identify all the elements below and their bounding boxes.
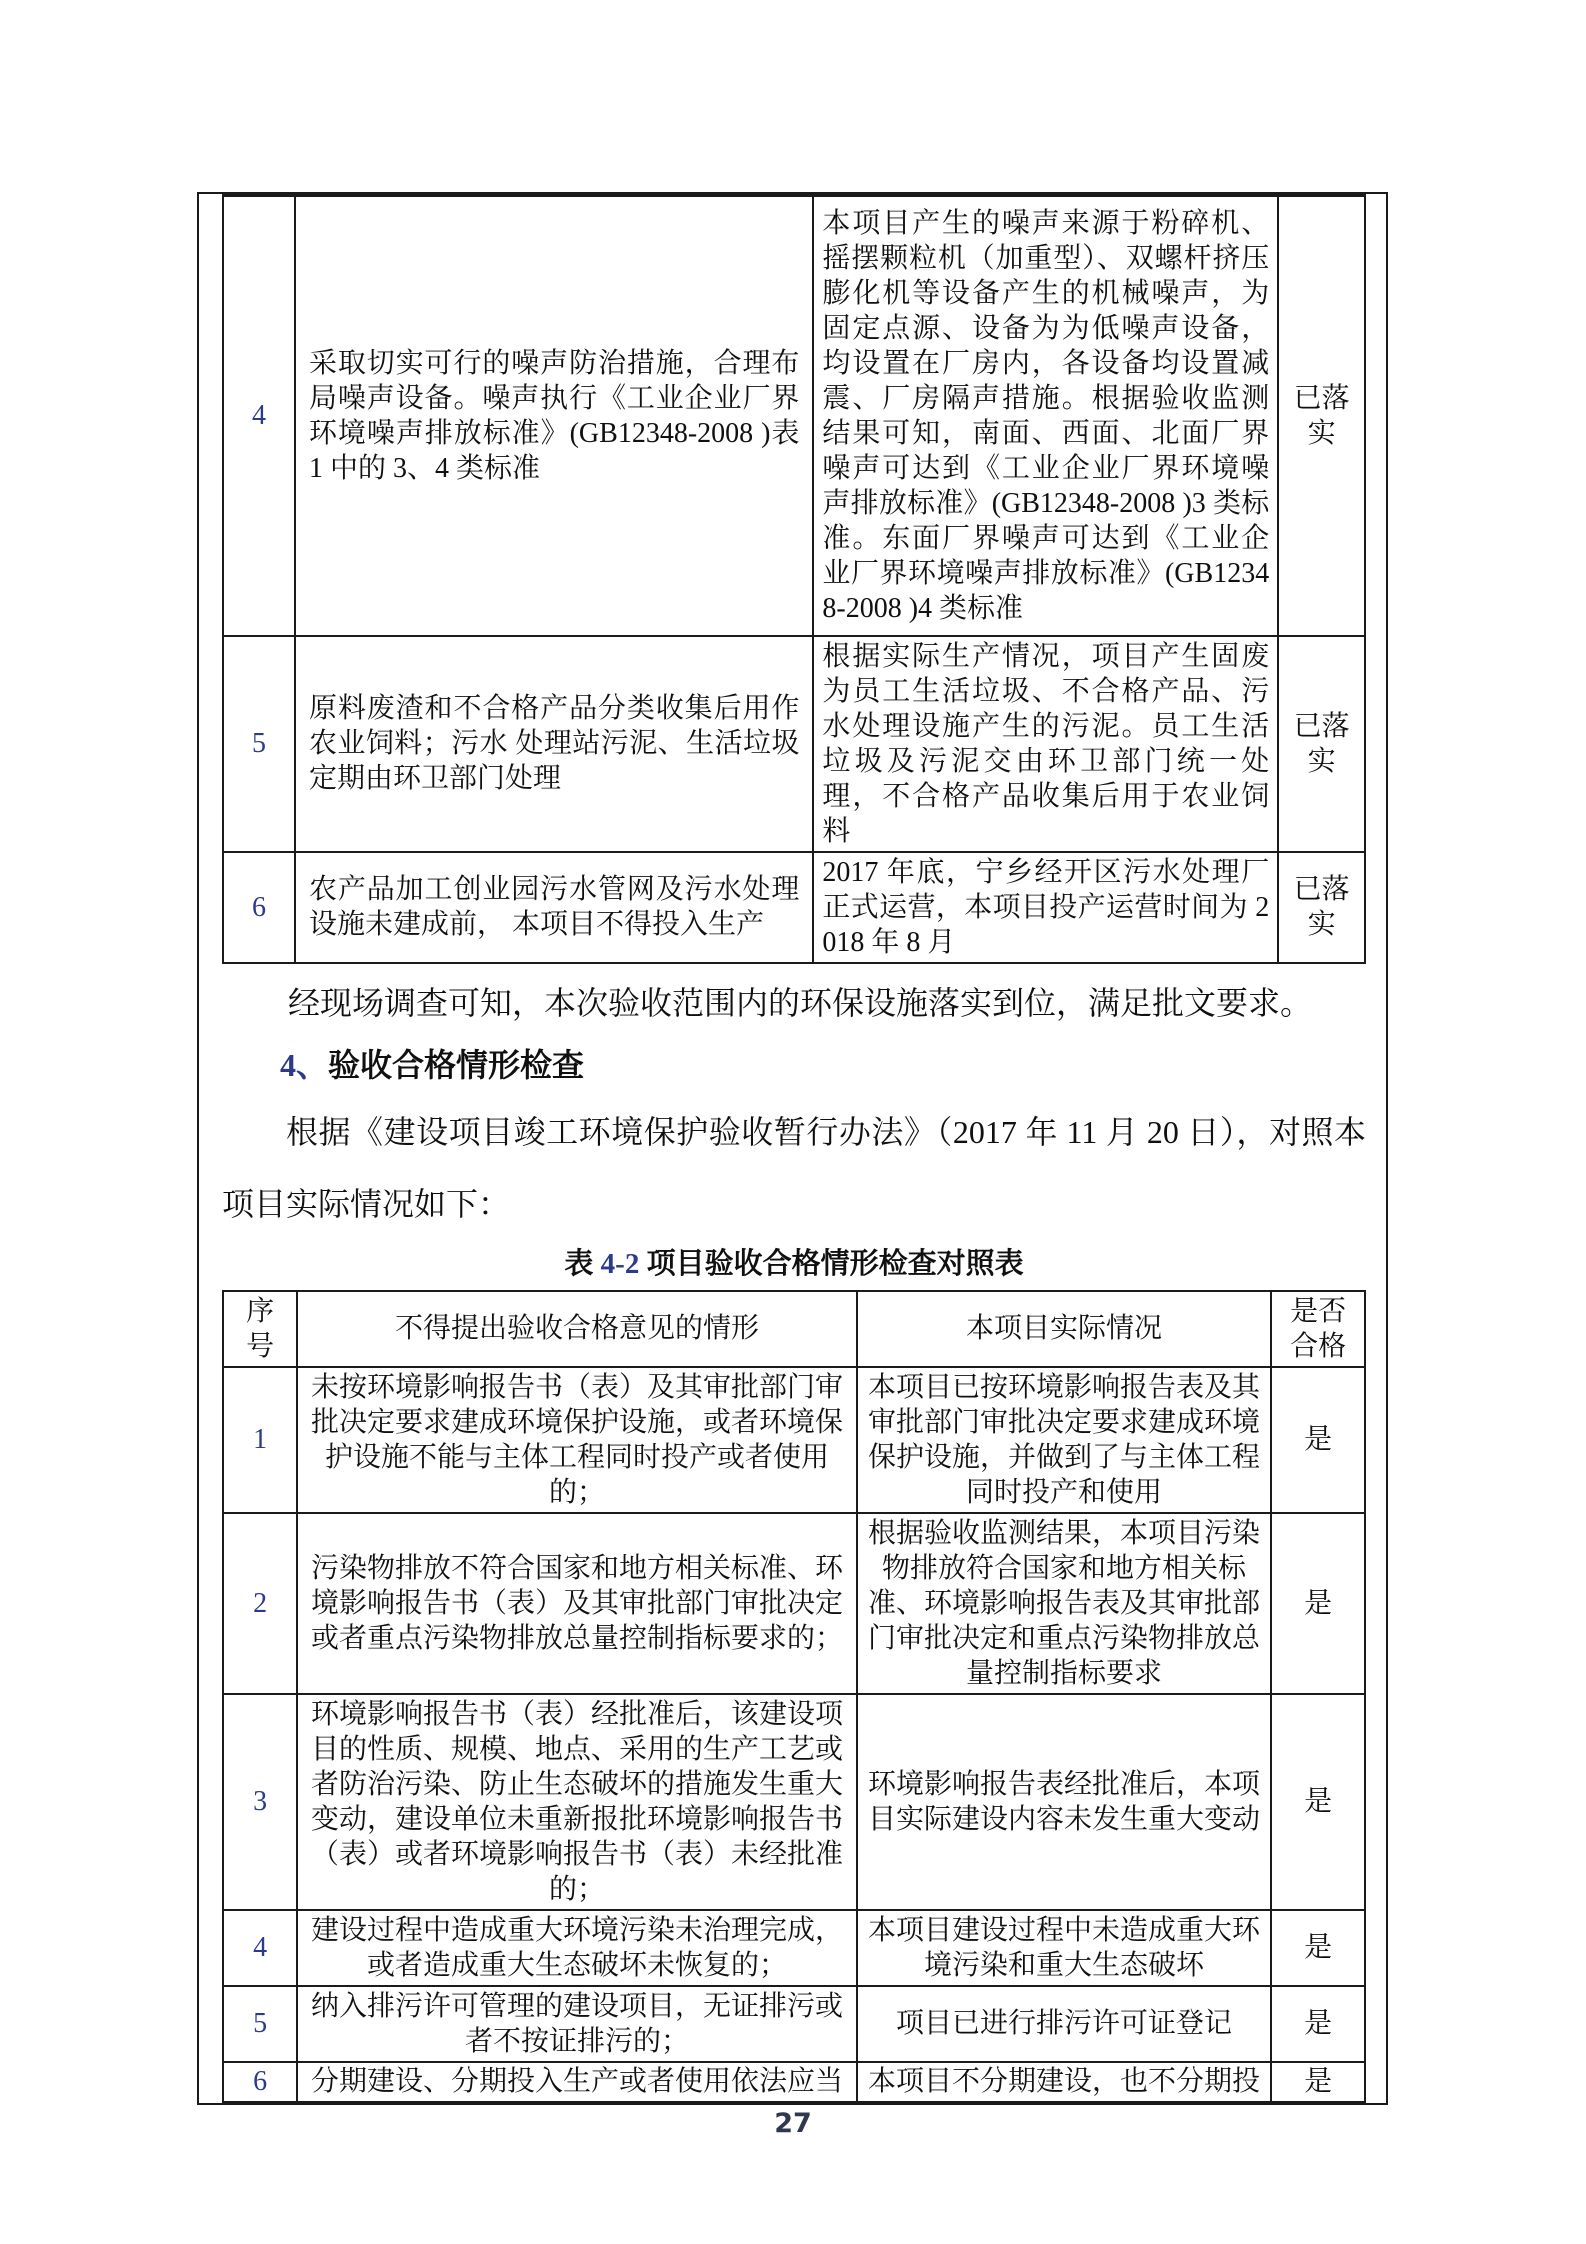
- situation-cell: 建设过程中造成重大环境污染未治理完成，或者造成重大生态破坏未恢复的；: [297, 1910, 857, 1986]
- qualified-cell: 是: [1271, 1694, 1365, 1910]
- row-number-cell: 2: [223, 1513, 297, 1694]
- table-caption: [222, 1244, 1366, 1284]
- actual-cell: 本项目已按环境影响报告表及其审批部门审批决定要求建成环境保护设施，并做到了与主体工程同时投产和使用: [857, 1367, 1272, 1513]
- row-number-cell: 4: [223, 1910, 297, 1986]
- actual-cell: 本项目不分期建设，也不分期投: [857, 2062, 1272, 2102]
- row-number-cell: 6: [223, 852, 295, 963]
- table-row: [223, 1367, 1365, 1513]
- measure-cell: 原料废渣和不合格产品分类收集后用作农业饲料；污水 处理站污泥、生活垃圾定期由环卫部门处理: [295, 636, 813, 852]
- table-row: [223, 196, 1365, 636]
- measure-cell: 采取切实可行的噪声防治措施，合理布局噪声设备。噪声执行《工业企业厂界环境噪声排放标准》(GB12348-2008 )表 1 中的 3、4 类标准: [295, 196, 813, 636]
- qualified-cell: 是: [1271, 2062, 1365, 2102]
- qualified-cell: 是: [1271, 1986, 1365, 2062]
- column-header-actual: 本项目实际情况: [857, 1291, 1272, 1367]
- page-number: 27: [774, 2108, 812, 2139]
- implementation-cell: 根据实际生产情况，项目产生固废为员工生活垃圾、不合格产品、污水处理设施产生的污泥。员工生活垃圾及污泥交由环卫部门统一处理，不合格产品收集后用于农业饲料: [813, 636, 1278, 852]
- actual-cell: 环境影响报告表经批准后，本项目实际建设内容未发生重大变动: [857, 1694, 1272, 1910]
- basis-paragraph: 根据《建设项目竣工环境保护验收暂行办法》（2017 年 11 月 20 日），对照本项目实际情况如下：: [222, 1113, 1366, 1222]
- row-number-cell: 5: [223, 1986, 297, 2062]
- qualified-cell: 是: [1271, 1910, 1365, 1986]
- section-heading-title: 验收合格情形检查: [328, 1046, 585, 1083]
- implementation-cell: 2017 年底，宁乡经开区污水处理厂正式运营，本项目投产运营时间为 2018 年 8 月: [813, 852, 1278, 963]
- row-number-cell: 5: [223, 636, 295, 852]
- status-cell: 已落实: [1278, 852, 1365, 963]
- table-row: [223, 1513, 1365, 1694]
- section-heading: [280, 1042, 1366, 1088]
- content-frame: [197, 192, 1388, 2105]
- header-row: [223, 1291, 1365, 1367]
- check-table: [222, 1290, 1366, 2103]
- status-cell: 已落实: [1278, 636, 1365, 852]
- table-row: [223, 1986, 1365, 2062]
- actual-cell: 根据验收监测结果，本项目污染物排放符合国家和地方相关标准、环境影响报告表及其审批部门审批决定和重点污染物排放总量控制指标要求: [857, 1513, 1272, 1694]
- implementation-cell: 本项目产生的噪声来源于粉碎机、摇摆颗粒机（加重型）、双螺杆挤压膨化机等设备产生的机械噪声，为固定点源、设备为为低噪声设备，均设置在厂房内，各设备均设置减震、厂房隔声措施。根据验收监测结果可知，南面、西面、北面厂界噪声可达到《工业企业厂界环境噪声排放标准》(GB12348-2008 )3 类标准。东面厂界噪声可达到《工业企业厂界环境噪声排放标准》(GB12348-2008 )4 类标准: [813, 196, 1278, 636]
- situation-cell: 环境影响报告书（表）经批准后，该建设项目的性质、规模、地点、采用的生产工艺或者防治污染、防止生态破坏的措施发生重大变动，建设单位未重新报批环境影响报告书（表）或者环境影响报告书（表）未经批准的；: [297, 1694, 857, 1910]
- status-cell: 已落实: [1278, 196, 1365, 636]
- situation-cell: 未按环境影响报告书（表）及其审批部门审批决定要求建成环境保护设施，或者环境保护设施不能与主体工程同时投产或者使用的；: [297, 1367, 857, 1513]
- survey-conclusion-paragraph: 经现场调查可知，本次验收范围内的环保设施落实到位，满足批文要求。: [288, 984, 1313, 1021]
- qualified-cell: 是: [1271, 1513, 1365, 1694]
- actual-cell: 本项目建设过程中未造成重大环境污染和重大生态破坏: [857, 1910, 1272, 1986]
- row-number-cell: 1: [223, 1367, 297, 1513]
- table-row: [223, 1694, 1365, 1910]
- qualified-cell: 是: [1271, 1367, 1365, 1513]
- row-number-cell: 3: [223, 1694, 297, 1910]
- caption-prefix: 表: [564, 1247, 601, 1280]
- row-number-cell: 4: [223, 196, 295, 636]
- situation-cell: 污染物排放不符合国家和地方相关标准、环境影响报告书（表）及其审批部门审批决定或者重点污染物排放总量控制指标要求的；: [297, 1513, 857, 1694]
- situation-cell: 纳入排污许可管理的建设项目，无证排污或者不按证排污的；: [297, 1986, 857, 2062]
- measure-cell: 农产品加工创业园污水管网及污水处理设施未建成前， 本项目不得投入生产: [295, 852, 813, 963]
- column-header-no: 序号: [223, 1291, 297, 1367]
- situation-cell: 分期建设、分期投入生产或者使用依法应当: [297, 2062, 857, 2102]
- column-header-qualified: 是否合格: [1271, 1291, 1365, 1367]
- table-row: [223, 1910, 1365, 1986]
- column-header-situation: 不得提出验收合格意见的情形: [297, 1291, 857, 1367]
- caption-number: 4-2: [600, 1247, 640, 1280]
- row-number-cell: 6: [223, 2062, 297, 2102]
- table-row: [223, 2062, 1365, 2102]
- table-row: [223, 636, 1365, 852]
- caption-title: 项目验收合格情形检查对照表: [639, 1247, 1024, 1280]
- measures-table: [222, 194, 1366, 964]
- table-row: [223, 852, 1365, 963]
- section-heading-number: 4、: [280, 1046, 329, 1083]
- actual-cell: 项目已进行排污许可证登记: [857, 1986, 1272, 2062]
